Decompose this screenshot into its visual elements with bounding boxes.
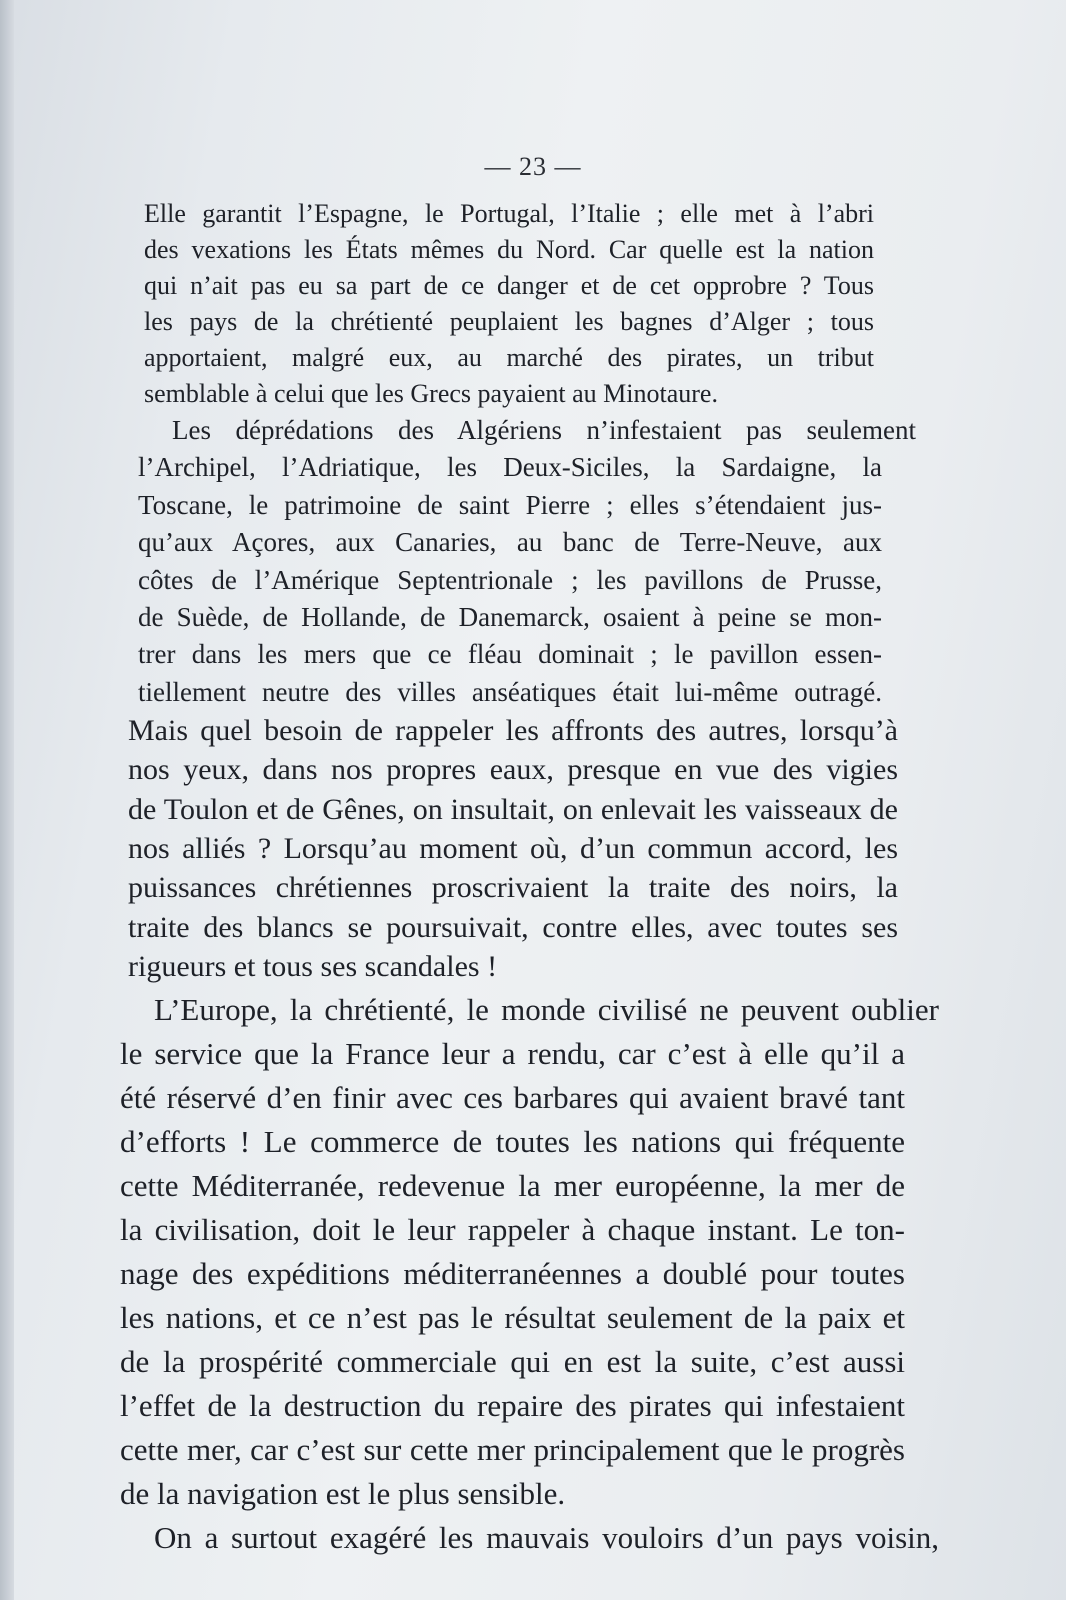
paragraph-4 <box>120 988 939 1516</box>
text-line: des vexations les États mêmes du Nord. Car quelle est la nation <box>144 235 874 264</box>
text-line: de la navigation est le plus sensible. <box>120 1476 566 1512</box>
body-text <box>120 196 939 1560</box>
text-line: Les déprédations des Algériens n’infestaient pas seulement <box>172 415 916 445</box>
text-line: de Toulon et de Gênes, on insultait, on enlevait les vaisseaux de <box>128 792 898 826</box>
text-line: rigueurs et tous ses scandales ! <box>128 949 498 983</box>
text-line: Mais quel besoin de rappeler les affronts des autres, lorsqu’à <box>128 714 898 748</box>
text-line: cette mer, car c’est sur cette mer principalement que le progrès <box>120 1432 905 1468</box>
paragraph-5 <box>120 1516 939 1560</box>
paragraph-3 <box>120 711 910 986</box>
paragraph-2 <box>120 412 916 711</box>
text-line: côtes de l’Amérique Septentrionale ; les pavillons de Prusse, <box>138 564 882 595</box>
page-edge-shadow <box>0 0 14 1600</box>
text-line: tiellement neutre des villes anséatiques était lui-même outragé. <box>138 676 882 707</box>
text-line: nos yeux, dans nos propres eaux, presque en vue des vigies <box>128 753 898 787</box>
text-line: qui n’ait pas eu sa part de ce danger et de cet opprobre ? Tous <box>144 271 874 300</box>
text-line: On a surtout exagéré les mauvais vouloirs d’un pays voisin, <box>154 1520 939 1556</box>
text-line: Toscane, le patrimoine de saint Pierre ; elles s’étendaient jus- <box>138 489 882 520</box>
text-line: semblable à celui que les Grecs payaient au Minotaure. <box>144 379 718 408</box>
text-line: les nations, et ce n’est pas le résultat seulement de la paix et <box>120 1300 905 1336</box>
text-line: nage des expéditions méditerranéennes a doublé pour toutes <box>120 1256 905 1292</box>
text-line: les pays de la chrétienté peuplaient les bagnes d’Alger ; tous <box>144 307 874 336</box>
page-number: — 23 — <box>484 152 582 181</box>
text-line: nos alliés ? Lorsqu’au moment où, d’un commun accord, les <box>128 832 898 866</box>
text-line: qu’aux Açores, aux Canaries, au banc de Terre-Neuve, aux <box>138 527 882 558</box>
text-line: Elle garantit l’Espagne, le Portugal, l’Italie ; elle met à l’abri <box>144 199 874 228</box>
text-line: de Suède, de Hollande, de Danemarck, osaient à peine se mon- <box>138 601 882 632</box>
text-line: la civilisation, doit le leur rappeler à chaque instant. Le ton- <box>120 1212 905 1248</box>
text-line: le service que la France leur a rendu, car c’est à elle qu’il a <box>120 1036 905 1072</box>
text-line: cette Méditerranée, redevenue la mer européenne, la mer de <box>120 1168 905 1204</box>
text-line: traite des blancs se poursuivait, contre elles, avec toutes ses <box>128 910 898 944</box>
text-line: puissances chrétiennes proscrivaient la traite des noirs, la <box>128 871 898 905</box>
text-line: l’Archipel, l’Adriatique, les Deux-Siciles, la Sardaigne, la <box>138 452 882 483</box>
text-line: apportaient, malgré eux, au marché des pirates, un tribut <box>144 343 874 372</box>
text-line: trer dans les mers que ce fléau dominait ; le pavillon essen- <box>138 639 882 670</box>
paragraph-1 <box>120 196 910 412</box>
text-line: l’effet de la destruction du repaire des pirates qui infestaient <box>120 1388 905 1424</box>
text-line: de la prospérité commerciale qui en est la suite, c’est aussi <box>120 1344 905 1380</box>
text-line: L’Europe, la chrétienté, le monde civilisé ne peuvent oublier <box>154 992 939 1028</box>
text-line: d’efforts ! Le commerce de toutes les nations qui fréquente <box>120 1124 905 1160</box>
text-line: été réservé d’en finir avec ces barbares qui avaient bravé tant <box>120 1080 905 1116</box>
